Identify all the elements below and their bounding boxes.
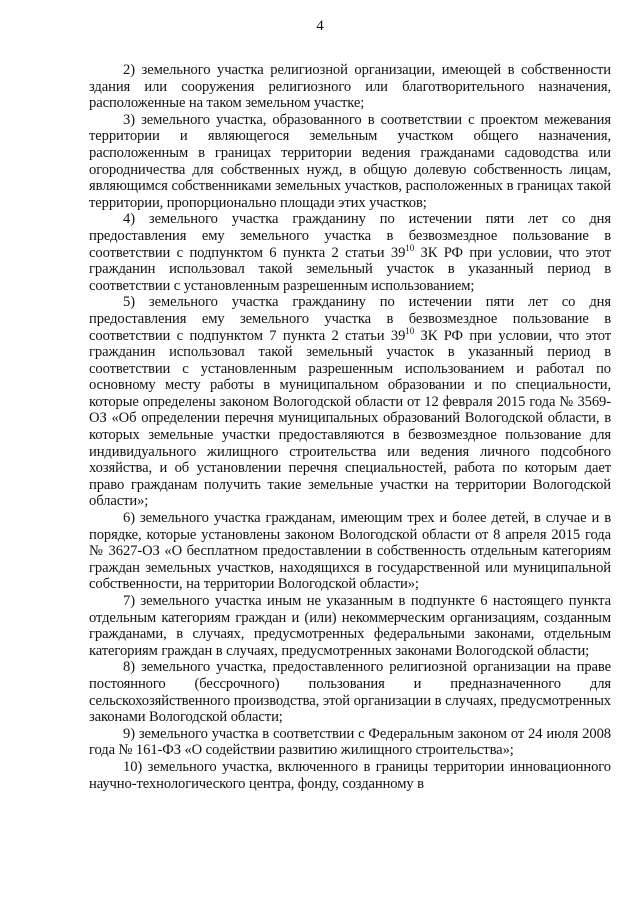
paragraph-item-8: 8) земельного участка, предоставленного религиозной организации на праве постоянного (бессрочного) пользования и предназначенного для сельскохозяйственного производства, этой организации в случаях, предусмотренных законами Вологодской области; <box>89 659 611 726</box>
document-body <box>89 62 611 792</box>
paragraph-item-10: 10) земельного участка, включенного в границы территории инновационного научно-технологического центра, фонду, созданному в <box>89 758 611 792</box>
paragraph-item-2: 2) земельного участка религиозной организации, имеющей в собственности здания или сооружения религиозного или благотворительного назначения, расположенные на таком земельном участке; <box>89 62 611 112</box>
superscript: 10 <box>405 242 415 253</box>
paragraph-item-7: 7) земельного участка иным не указанным в подпункте 6 настоящего пункта отдельным категориям граждан и (или) некоммерческим организациям, созданным гражданами, в случаях, предусмотренных федеральными законами, отдельным категориям граждан в случаях, предусмотренных законами Вологодской области; <box>89 593 611 659</box>
paragraph-item-6: 6) земельного участка гражданам, имеющим трех и более детей, в случае и в порядке, которые установлены законом Вологодской области от 8 апреля 2015 года № 3627-ОЗ «О бесплатном предоставлении в собственность отдельным категориям граждан земельных участков, находящихся в государственной или муниципальной собственности, на территории Вологодской области»; <box>89 510 611 593</box>
paragraph-item-3: 3) земельного участка, образованного в соответствии с проектом межевания территории и являющегося земельным участком общего назначения, расположенным в границах территории ведения гражданами садоводства или огородничества для собственных нужд, в общую долевую собственность лицам, являющимся собственниками земельных участков, расположенных в границах такой территории, пропорционально площади этих участков; <box>89 111 611 211</box>
superscript: 10 <box>405 325 415 336</box>
page-number: 4 <box>316 18 324 34</box>
paragraph-item-9: 9) земельного участка в соответствии с Федеральным законом от 24 июля 2008 года № 161-ФЗ «О содействии развитию жилищного строительства»; <box>89 725 611 759</box>
paragraph-item-5 <box>89 294 611 510</box>
paragraph-item-4 <box>89 211 611 294</box>
paragraph-text: 4) земельного участка гражданину по истечении пяти лет со дня предоставления ему земельного участка в безвозмездное пользование в соответствии с подпунктом 6 пункта 2 статьи 39 <box>89 211 611 261</box>
paragraph-text: ЗК РФ при условии, что этот гражданин использовал такой земельный участок в указанный период в соответствии с установленным разрешенным использованием и работал по основному месту работы в муниципальном образовании и по специальности, которые определены законом Вологодской области от 12 февраля 2015 года № 3569-ОЗ «Об определении перечня муниципальных образований Вологодской области, в которых земельные участки предоставляются в безвозмездное пользование для индивидуального жилищного строительства или ведения личного подсобного хозяйства, и об установлении перечня специальностей, работа по которым дает право гражданам получить такие земельные участки на территории Вологодской области»; <box>89 327 611 510</box>
paragraph-text: 5) земельного участка гражданину по истечении пяти лет со дня предоставления ему земельного участка в безвозмездное пользование в соответствии с подпунктом 7 пункта 2 статьи 39 <box>89 294 611 344</box>
paragraph-text: ЗК РФ при условии, что этот гражданин использовал такой земельный участок в указанный период в соответствии с установленным разрешенным использованием; <box>89 244 611 294</box>
